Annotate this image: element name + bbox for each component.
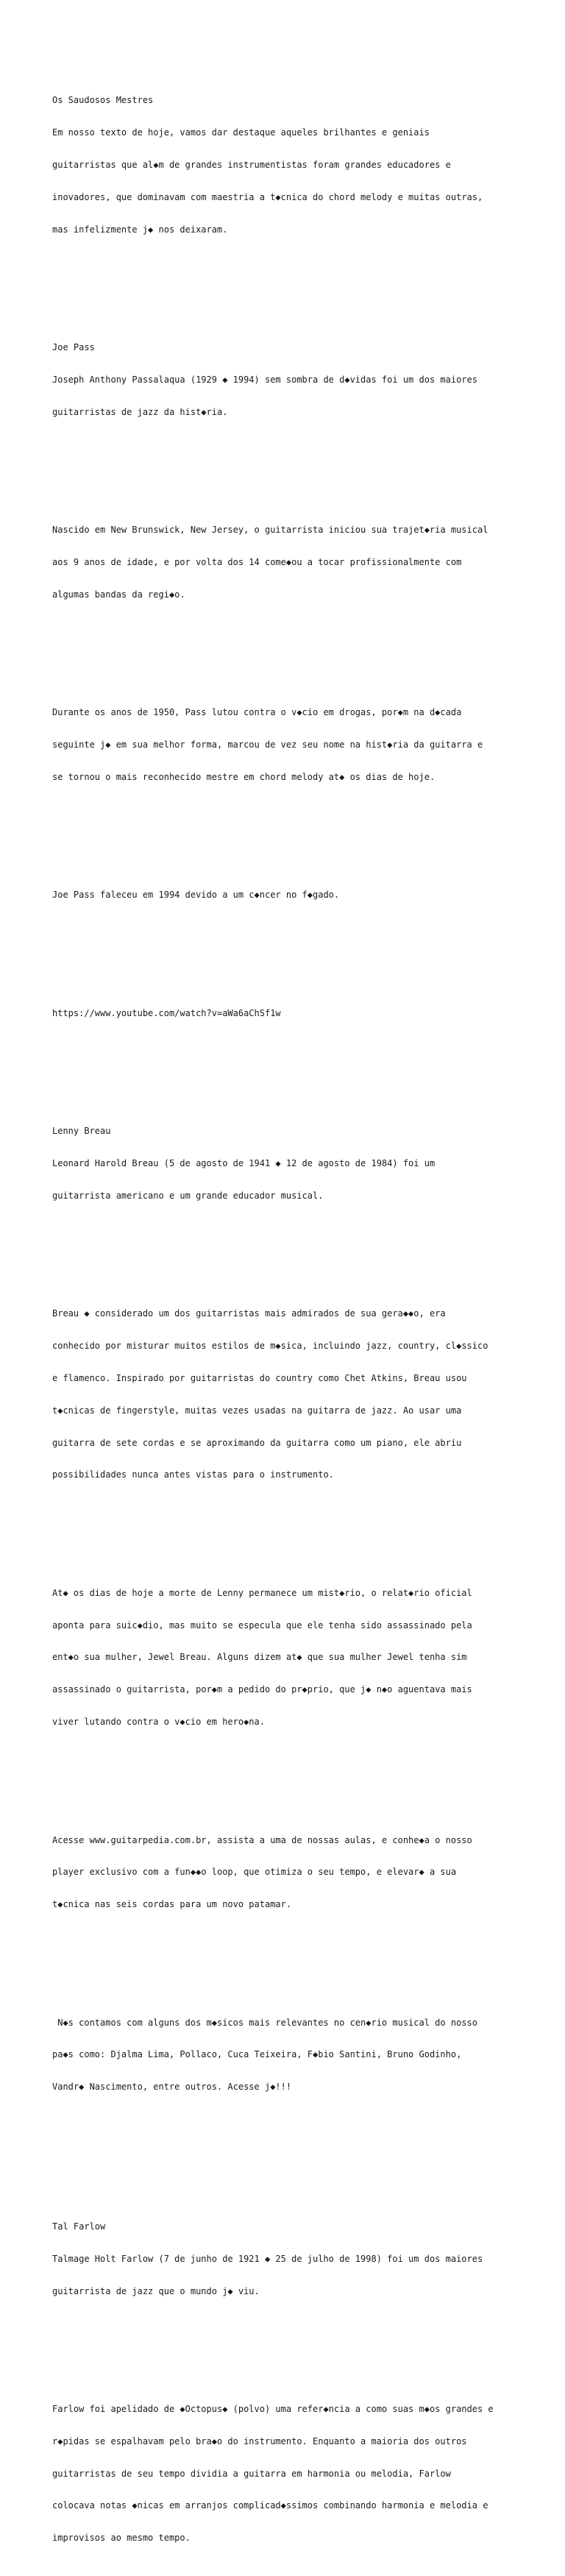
document-body xyxy=(52,52,560,2576)
section-title-intro: Os Saudosos Mestres xyxy=(52,95,154,106)
text-line: Farlow foi apelidado de ◆Octopus◆ (polvo) uma refer◆ncia a como suas m◆os grandes e xyxy=(52,2404,494,2415)
text-line: aponta para suic◆dio, mas muito se especula que ele tenha sido assassinado pela xyxy=(52,1619,472,1631)
text-line: se tornou o mais reconhecido mestre em chord melody at◆ os dias de hoje. xyxy=(52,771,436,782)
text-line: t◆cnicas de fingerstyle, muitas vezes usadas na guitarra de jazz. Ao usar uma xyxy=(52,1405,462,1416)
text-line: conhecido por misturar muitos estilos de m◆sica, incluindo jazz, country, cl◆ssico xyxy=(52,1341,488,1352)
text-line: player exclusivo com a fun◆◆o loop, que otimiza o seu tempo, e elevar◆ a sua xyxy=(52,1867,457,1878)
section-title-joe-pass: Joe Pass xyxy=(52,342,95,353)
tal-farlow-style-paragraph xyxy=(52,2382,560,2565)
lenny-breau-death-paragraph xyxy=(52,1566,560,1749)
text-line: Breau ◆ considerado um dos guitarristas mais admirados de sua gera◆◆o, era xyxy=(52,1308,446,1319)
text-line: improvisos ao mesmo tempo. xyxy=(52,2533,191,2544)
text-line: possibilidades nunca antes vistas para o instrumento. xyxy=(52,1469,334,1480)
text-line: t◆cnica nas seis cordas para um novo patamar. xyxy=(52,1899,292,1910)
text-line: ent◆o sua mulher, Jewel Breau. Alguns dizem at◆ que sua mulher Jewel tenha sim xyxy=(52,1652,467,1663)
text-line: Acesse www.guitarpedia.com.br, assista a uma de nossas aulas, e conhe◆a o nosso xyxy=(52,1834,472,1845)
text-line: Talmage Holt Farlow (7 de junho de 1921 ◆ 25 de julho de 1998) foi um dos maiores xyxy=(52,2253,483,2264)
youtube-link-text: https://www.youtube.com/watch?v=aWa6aChSf1w xyxy=(52,1007,281,1018)
text-line: guitarrista de jazz que o mundo j◆ viu. xyxy=(52,2285,260,2296)
text-line: Joseph Anthony Passalaqua (1929 ◆ 1994) sem sombra de d◆vidas foi um dos maiores xyxy=(52,374,477,385)
joe-pass-born-paragraph xyxy=(52,503,560,622)
text-line: Nascido em New Brunswick, New Jersey, o guitarrista iniciou sua trajet◆ria musical xyxy=(52,525,488,536)
text-line: pa◆s como: Djalma Lima, Pollaco, Cuca Teixeira, F◆bio Santini, Bruno Godinho, xyxy=(52,2049,462,2060)
intro-paragraph xyxy=(52,74,560,256)
text-line: colocava notas ◆nicas em arranjos complicad◆ssimos combinando harmonia e melodia e xyxy=(52,2500,488,2511)
joe-pass-link-paragraph xyxy=(52,987,560,1040)
joe-pass-death-paragraph xyxy=(52,868,560,922)
joe-pass-1950-paragraph xyxy=(52,686,560,804)
text-line: viver lutando contra o v◆cio em hero◆na. xyxy=(52,1717,265,1728)
text-line: mas infelizmente j◆ nos deixaram. xyxy=(52,224,228,235)
section-title-lenny-breau: Lenny Breau xyxy=(52,1126,111,1137)
tal-farlow-header-paragraph xyxy=(52,2200,560,2318)
promo-paragraph xyxy=(52,1813,560,1931)
text-line: guitarra de sete cordas e se aproximando da guitarra como um piano, ele abriu xyxy=(52,1437,462,1448)
lenny-breau-style-paragraph xyxy=(52,1287,560,1502)
text-line: seguinte j◆ em sua melhor forma, marcou de vez seu nome na hist◆ria da guitarra e xyxy=(52,739,483,750)
text-line: N◆s contamos com alguns dos m◆sicos mais relevantes no cen◆rio musical do nosso xyxy=(52,2017,477,2028)
text-line: e flamenco. Inspirado por guitarristas do country como Chet Atkins, Breau usou xyxy=(52,1373,467,1384)
text-line: Durante os anos de 1950, Pass lutou contra o v◆cio em drogas, por◆m na d◆cada xyxy=(52,707,462,718)
text-line: inovadores, que dominavam com maestria a t◆cnica do chord melody e muitas outras, xyxy=(52,191,483,202)
text-line: Joe Pass faleceu em 1994 devido a um c◆ncer no f◆gado. xyxy=(52,890,340,901)
text-line: guitarristas de jazz da hist◆ria. xyxy=(52,406,228,417)
lenny-breau-header-paragraph xyxy=(52,1104,560,1223)
text-line: guitarrista americano e um grande educador musical. xyxy=(52,1190,324,1201)
text-line: guitarristas de seu tempo dividia a guitarra em harmonia ou melodia, Farlow xyxy=(52,2468,451,2479)
text-line: Em nosso texto de hoje, vamos dar destaque aqueles brilhantes e geniais xyxy=(52,127,430,138)
joe-pass-header-paragraph xyxy=(52,321,560,439)
text-line: guitarristas que al◆m de grandes instrumentistas foram grandes educadores e xyxy=(52,159,451,170)
section-title-tal-farlow: Tal Farlow xyxy=(52,2221,106,2232)
text-line: Leonard Harold Breau (5 de agosto de 1941 ◆ 12 de agosto de 1984) foi um xyxy=(52,1158,436,1169)
musicians-paragraph xyxy=(52,1995,560,2114)
text-line: algumas bandas da regi◆o. xyxy=(52,589,185,600)
text-line: assassinado o guitarrista, por◆m a pedido do pr◆prio, que j◆ n◆o aguentava mais xyxy=(52,1684,472,1695)
text-line: aos 9 anos de idade, e por volta dos 14 come◆ou a tocar profissionalmente com xyxy=(52,556,462,567)
text-line: Vandr◆ Nascimento, entre outros. Acesse j◆!!! xyxy=(52,2082,292,2093)
text-line: At◆ os dias de hoje a morte de Lenny permanece um mist◆rio, o relat◆rio oficial xyxy=(52,1587,472,1598)
text-line: r◆pidas se espalhavam pelo bra◆o do instrumento. Enquanto a maioria dos outros xyxy=(52,2435,467,2447)
